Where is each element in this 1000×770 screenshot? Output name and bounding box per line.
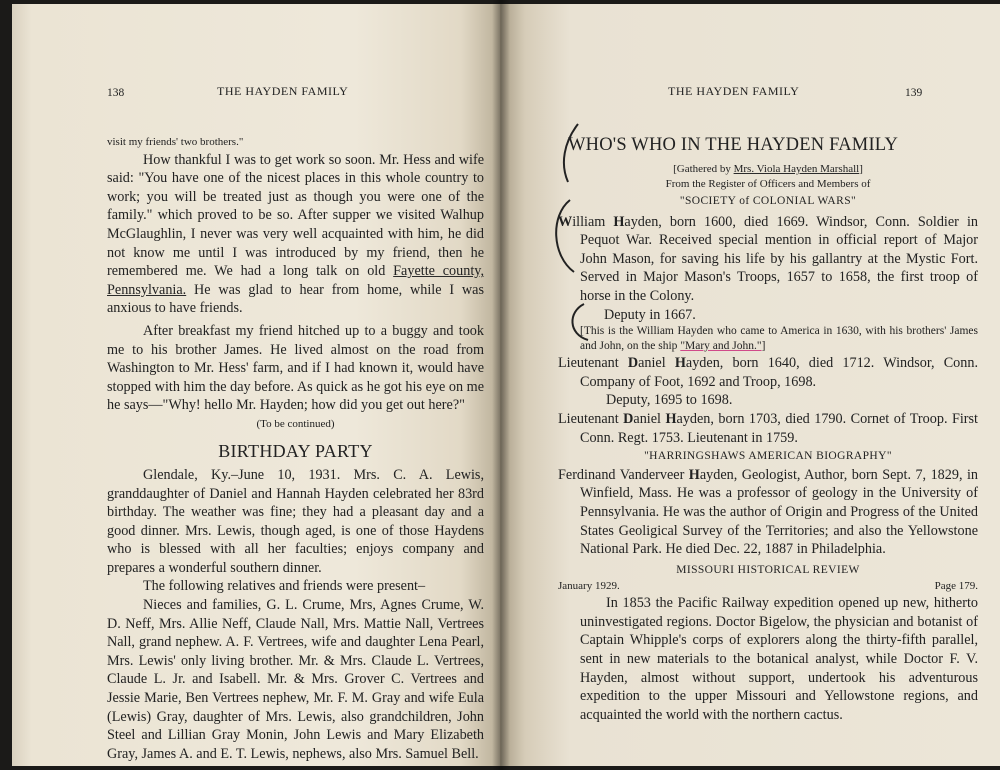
paragraph-glendale: Glendale, Ky.–June 10, 1931. Mrs. C. A. Lewis, granddaughter of Daniel and Hannah Hayden celebrated her 83rd birthday. The weather was fine; they had a pleasant day and a good dinner. Mrs. Lewis, though aged, is one of those Haydens who is blessed with all her faculties; enjoys company and prepares a wonderful southern dinner.: [107, 466, 484, 576]
right-page: [500, 4, 1000, 766]
register-line: From the Register of Officers and Members of: [665, 178, 871, 190]
paragraph-pacific-railway: In 1853 the Pacific Railway expedition opened up new, hitherto uninvestigated regions. Doctor Bigelow, the physician and botanist of Captain Whipple's corps of explorers along the thirty-fifth parallel, sent in new materials to the botanical analyst, while Doctor F. V. Hayden, almost without support, undertook his adventurous expedition to the upper Missouri and Yellowstone regions, and acquainted the world with the northern cactus.: [580, 595, 978, 723]
entry-lieutenant-daniel-1703: Lieutenant Daniel Hayden, born 1703, died 1790. Cornet of Troop. First Conn. Regt. 1753. Lieutenant in 1759.: [558, 410, 978, 446]
left-column: [107, 132, 484, 763]
underlined-ship-name: "Mary and John.": [680, 340, 762, 353]
to-be-continued: (To be continued): [256, 417, 335, 430]
citation-page: Page 179.: [934, 580, 978, 593]
right-page-number: 139: [905, 87, 923, 99]
entry-ferdinand-hayden: Ferdinand Vanderveer Hayden, Geologist, Author, born Sept. 7, 1829, in Winfield, Mass. He was a professor of geology in the University of Pennsylvania. He was the author of Origin and Progress of the United States Geoligical Survey of the Territories; and also the Yellowstone National Park. He died Dec. 22, 1887 in Philadelphia.: [558, 466, 978, 558]
harringshaw-line: "HARRINGSHAWS AMERICAN BIOGRAPHY": [644, 450, 892, 463]
left-page-number: 138: [107, 87, 125, 99]
gathered-line: [Gathered by Mrs. Viola Hayden Marshall]: [673, 163, 863, 175]
right-column: [558, 132, 978, 724]
paragraph-breakfast: After breakfast my friend hitched up to a buggy and took me to his brother James. He lived almost on the road from Washington to Mr. Hess' farm, and if I had known it, would have stopped with him the day before. As quick as he got his eye on me he says—"Why! hello Mr. Hayden; how did you get out here?": [107, 322, 484, 414]
underlined-fayette: Fayette county, Pennsylvania.: [107, 263, 485, 298]
citation-line: [558, 579, 978, 594]
society-line: "SOCIETY of COLONIAL WARS": [679, 195, 857, 207]
birthday-party-heading: BIRTHDAY PARTY: [218, 440, 373, 461]
left-page: [12, 4, 500, 766]
citation-date: January 1929.: [558, 580, 620, 593]
paragraph-nieces: Nieces and families, G. L. Crume, Mrs, Agnes Crume, W. D. Neff, Mrs. Allie Neff, Claude Nall, Mrs. Mattie Nall, Vertrees Nall, grand nephew. A. F. Vertrees, wife and daughter Lena Pearl, Mrs. Lewis' only living brother. Mr. & Mrs. Claude L. Vertrees, Claude L. Jr. and Isabell. Mr. & Mrs. Grover C. Vertrees and Jessie Marie, Ben Vertrees nephew, Mr. F. M. Gray and wife Eula (Lewis) Gray, daughter of Mrs. Lewis, also grandchildren, John Steel and Lillian Gray Monin, John Lewis and Mary Elizabeth Gray, James A. and E. T. Lewis, nephews, also Mrs. Samuel Bell.: [107, 597, 484, 762]
entry-william-hayden: William Hayden, born 1600, died 1669. Windsor, Conn. Soldier in Pequot War. Received special mention in official report of Major John Mason, for saving his life by his gallantry at the Mystic Fort. Served in Major Mason's Troops, 1657 to 1658, the first troop of horse in the Colony.: [558, 213, 978, 304]
note-william: [This is the William Hayden who came to America in 1630, with his brothers' James and John, on the ship "Mary and John."]: [580, 325, 978, 353]
continued-text-line: visit my friends' two brothers.": [107, 136, 244, 148]
deputy-1667: Deputy in 1667.: [604, 306, 696, 323]
entry-lieutenant-daniel-1640: Lieutenant Daniel Hayden, born 1640, died 1712. Windsor, Conn. Company of Foot, 1692 and Troop, 1698.: [558, 355, 978, 390]
left-running-head: THE HAYDEN FAMILY: [217, 84, 349, 98]
whos-who-heading: WHO'S WHO IN THE HAYDEN FAMILY: [568, 135, 899, 155]
paragraph-hess: How thankful I was to get work so soon. Mr. Hess and wife said: "You have one of the nicest places in this whole country to work; you will be treated just as though you were one of the family." which proved to be so. After supper we visited Walhup McGlaughlin, I never was very well acquainted with him, he did not know me until I was introduced by my friend, then he remembered me. We had a long talk on old Fayette county, Pennsylvania. He was glad to hear from home, while I was anxious to have friends.: [107, 151, 485, 317]
deputy-1695: Deputy, 1695 to 1698.: [606, 392, 733, 409]
right-running-head: THE HAYDEN FAMILY: [668, 84, 800, 98]
paragraph-present: The following relatives and friends were present–: [143, 578, 426, 595]
missouri-review-line: MISSOURI HISTORICAL REVIEW: [676, 563, 860, 576]
book-gutter: [492, 0, 510, 770]
